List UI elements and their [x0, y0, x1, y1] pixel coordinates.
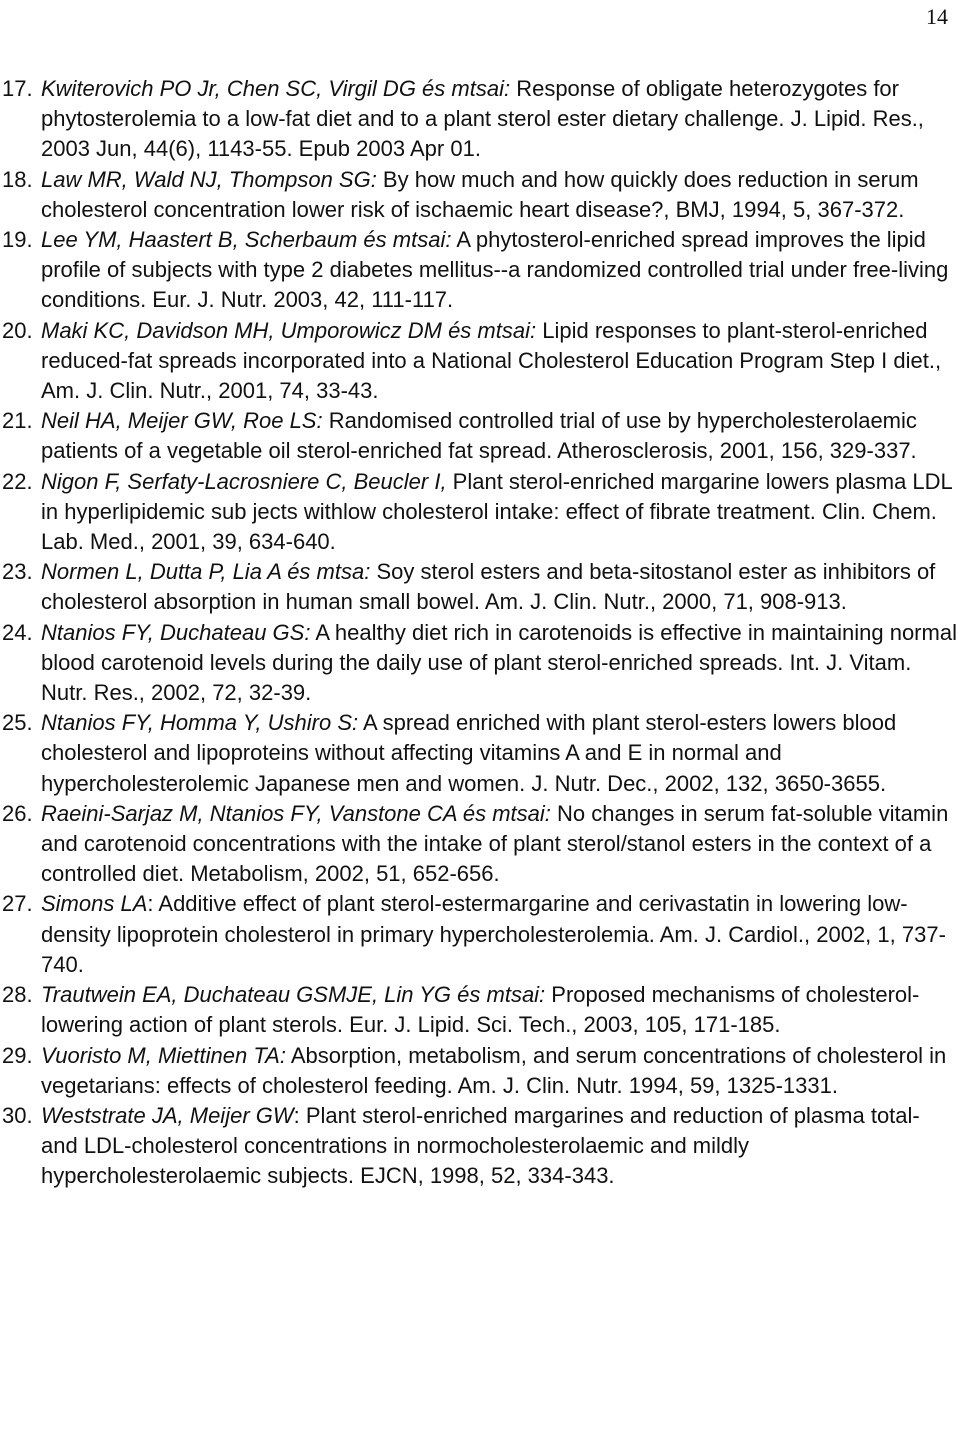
reference-text: No changes in serum fat-soluble vitamin and carotenoid concentrations with the intake of plant sterol/stanol esters in the context of a controlled diet. Metabolism, 2002, 51, 652-656.	[41, 800, 949, 887]
reference-item	[0, 980, 960, 1040]
reference-authors: Weststrate JA, Meijer GW	[41, 1102, 294, 1128]
reference-item	[0, 557, 960, 617]
reference-text: A phytosterol-enriched spread improves the lipid profile of subjects with type 2 diabetes mellitus--a randomized controlled trial under free-living conditions. Eur. J. Nutr. 2003, 42, 111-117.	[41, 227, 949, 313]
reference-authors: Kwiterovich PO Jr, Chen SC, Virgil DG és mtsai:	[41, 76, 511, 101]
reference-text: Proposed mechanisms of cholesterol-lowering action of plant sterols. Eur. J. Lipid. Sci. Tech., 2003, 105, 171-185.	[41, 982, 920, 1038]
reference-number: 27.	[2, 891, 33, 917]
reference-text: Response of obligate heterozygotes for phytosterolemia to a low-fat diet and to a plant sterol ester dietary challenge. J. Lipid. Res., 2003 Jun, 44(6), 1143-55. Epub 2003 Apr 01.	[41, 76, 924, 162]
reference-number: 18.	[2, 166, 33, 192]
reference-number: 23.	[2, 559, 33, 585]
reference-authors: Nigon F, Serfaty-Lacrosniere C, Beucler I,	[41, 468, 447, 494]
reference-number: 19.	[2, 227, 33, 253]
reference-number: 29.	[2, 1042, 33, 1068]
reference-text: By how much and how quickly does reduction in serum cholesterol concentration lower risk of ischaemic heart disease?, BMJ, 1994, 5, 367-372.	[41, 166, 919, 222]
reference-authors: Ntanios FY, Homma Y, Ushiro S:	[41, 710, 359, 736]
reference-text: : Additive effect of plant sterol-estermargarine and cerivastatin in lowering low-density lipoprotein cholesterol in primary hypercholesterolemia. Am. J. Cardiol., 2002, 1, 737-740.	[41, 891, 946, 977]
reference-text: Lipid responses to plant-sterol-enriched reduced-fat spreads incorporated into a National Cholesterol Education Program Step I diet., Am. J. Clin. Nutr., 2001, 74, 33-43.	[41, 317, 942, 404]
reference-text: : Plant sterol-enriched margarines and reduction of plasma total- and LDL-cholesterol concentrations in normocholesterolaemic and mildly hypercholesterolaemic subjects. EJCN, 1998, 52, 334-343.	[41, 1102, 920, 1189]
reference-item	[0, 708, 960, 799]
reference-authors: Raeini-Sarjaz M, Ntanios FY, Vanstone CA és mtsai:	[41, 800, 551, 826]
reference-number: 25.	[2, 710, 33, 736]
reference-list	[0, 74, 960, 1192]
reference-item	[0, 316, 960, 407]
reference-number: 24.	[2, 619, 33, 645]
reference-authors: Lee YM, Haastert B, Scherbaum és mtsai:	[41, 227, 452, 253]
reference-text: A spread enriched with plant sterol-esters lowers blood cholesterol and lipoproteins without affecting vitamins A and E in normal and hypercholesterolemic Japanese men and women. J. Nutr. Dec., 2002, 132, 3650-3655.	[41, 710, 897, 796]
reference-authors: Neil HA, Meijer GW, Roe LS:	[41, 408, 323, 434]
reference-authors: Maki KC, Davidson MH, Umporowicz DM és mtsai:	[41, 317, 537, 343]
reference-number: 28.	[2, 982, 33, 1008]
reference-text: A healthy diet rich in carotenoids is effective in maintaining normal blood carotenoid levels during the daily use of plant sterol-enriched spreads. Int. J. Vitam. Nutr. Res., 2002, 72, 32-39.	[41, 619, 957, 706]
reference-authors: Vuoristo M, Miettinen TA:	[41, 1042, 286, 1068]
reference-number: 26.	[2, 800, 33, 826]
reference-item	[0, 467, 960, 558]
reference-text: Plant sterol-enriched margarine lowers plasma LDL in hyperlipidemic sub jects withlow cholesterol intake: effect of fibrate treatment. Clin. Chem. Lab. Med., 2001, 39, 634-640.	[41, 468, 952, 555]
reference-number: 30.	[2, 1102, 33, 1128]
reference-authors: Normen L, Dutta P, Lia A és mtsa:	[41, 559, 371, 585]
reference-number: 22.	[2, 468, 33, 494]
reference-text: Soy sterol esters and beta-sitostanol ester as inhibitors of cholesterol absorption in human small bowel. Am. J. Clin. Nutr., 2000, 71, 908-913.	[41, 559, 936, 615]
reference-authors: Law MR, Wald NJ, Thompson SG:	[41, 166, 377, 192]
reference-item	[0, 406, 960, 466]
reference-text: Absorption, metabolism, and serum concentrations of cholesterol in vegetarians: effects of cholesterol feeding. Am. J. Clin. Nutr. 1994, 59, 1325-1331.	[41, 1042, 947, 1098]
reference-item	[0, 799, 960, 890]
reference-item	[0, 889, 960, 980]
reference-number: 20.	[2, 317, 33, 343]
reference-item	[0, 74, 960, 165]
reference-item	[0, 1101, 960, 1192]
reference-number: 17.	[2, 76, 33, 101]
reference-authors: Trautwein EA, Duchateau GSMJE, Lin YG és mtsai:	[41, 982, 546, 1008]
reference-item	[0, 165, 960, 225]
reference-authors: Simons LA	[41, 891, 148, 917]
reference-number: 21.	[2, 408, 33, 434]
reference-text: Randomised controlled trial of use by hypercholesterolaemic patients of a vegetable oil sterol-enriched fat spread. Atherosclerosis, 2001, 156, 329-337.	[41, 408, 917, 464]
reference-authors: Ntanios FY, Duchateau GS:	[41, 619, 311, 645]
page-number: 14	[926, 4, 948, 29]
reference-item	[0, 225, 960, 316]
reference-item	[0, 618, 960, 709]
reference-item	[0, 1041, 960, 1101]
